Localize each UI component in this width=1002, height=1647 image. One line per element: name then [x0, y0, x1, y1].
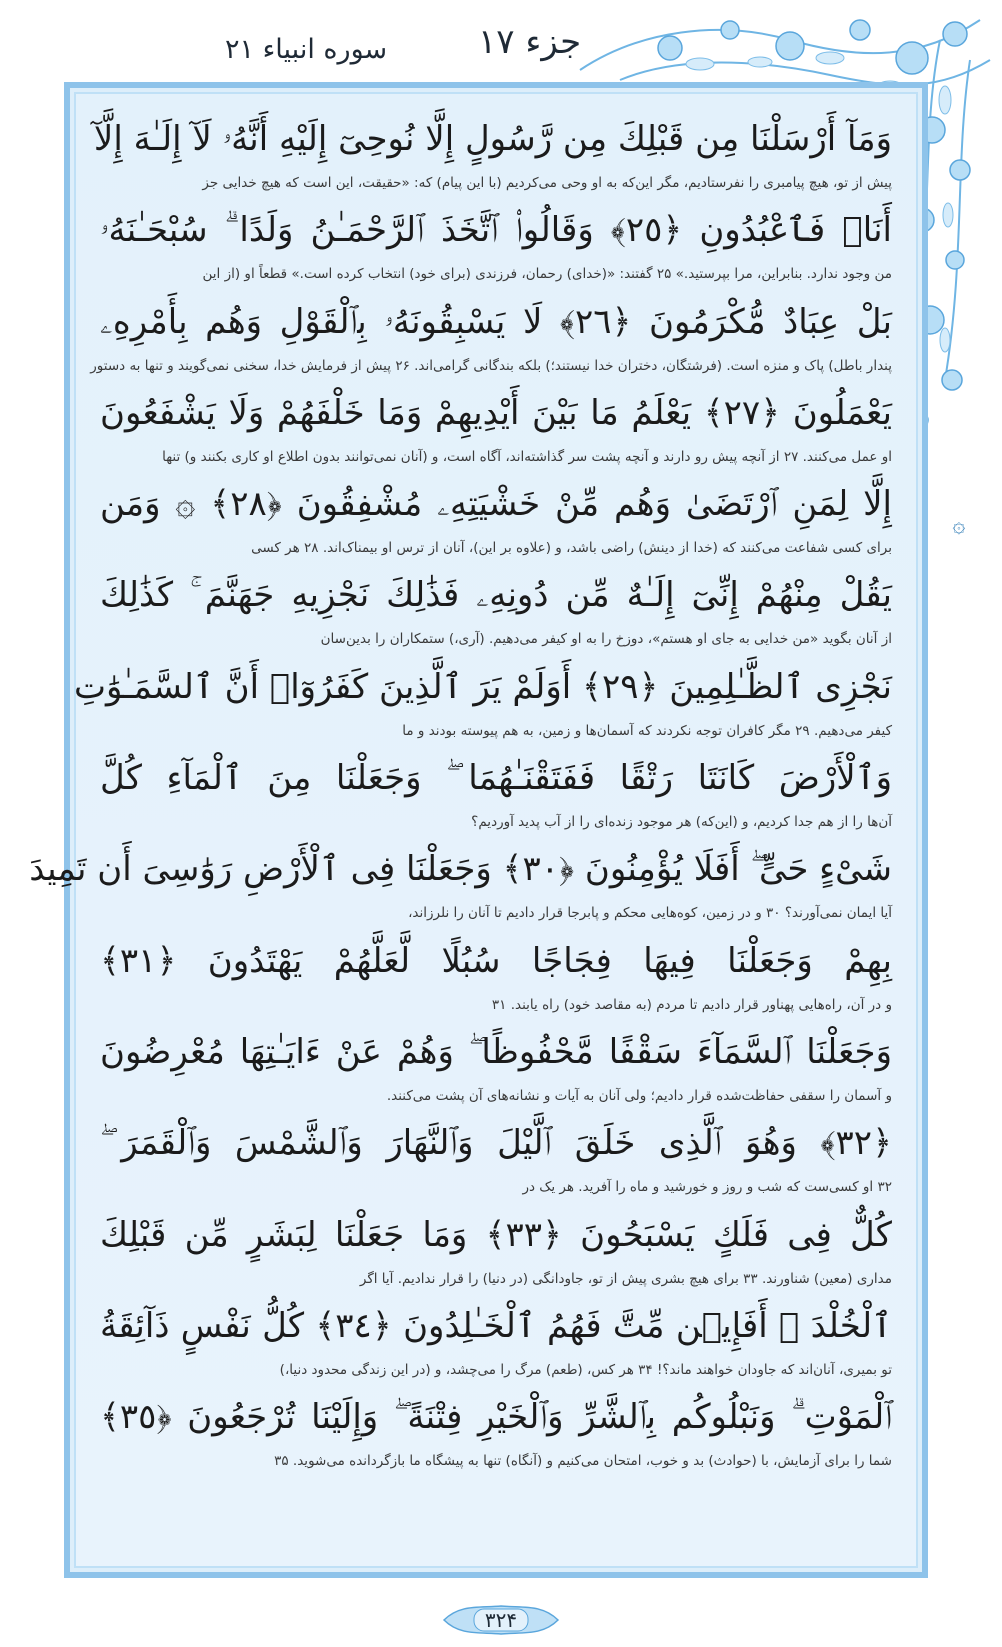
- persian-translation: آن‌ها را از هم جدا کردیم، و (این‌که) هر موجود زنده‌ای را از آب پدید آوردیم؟: [471, 814, 892, 831]
- arabic-text: إِلَّا لِمَنِ ٱرْتَضَىٰ وَهُم مِّنْ خَشْيَتِهِۦ مُشْفِقُونَ ﴿٢٨﴾ ۞ وَمَن: [100, 484, 892, 525]
- verse-line: [93, 108, 892, 199]
- verse-line: [29, 838, 892, 929]
- arabic-text: وَجَعَلْنَا ٱلسَّمَآءَ سَقْفًا مَّحْفُوظًا ۖ وَهُمْ عَنْ ءَايَـٰتِهَا مُعْرِضُونَ: [100, 1031, 892, 1072]
- arabic-text: ﴿٣٢﴾ وَهُوَ ٱلَّذِى خَلَقَ ٱلَّيْلَ وَٱلنَّهَارَ وَٱلشَّمْسَ وَٱلْقَمَرَ ۖ: [100, 1123, 892, 1164]
- arabic-text: ٱلْخُلْدَ ۖ أَفَإِي۟ن مِّتَّ فَهُمُ ٱلْخَـٰلِدُونَ ﴿٣٤﴾ كُلُّ نَفْسٍ ذَآئِقَةُ: [100, 1305, 892, 1346]
- persian-translation: آیا ایمان نمی‌آورند؟ ۳۰ و در زمین، کوه‌هایی محکم و پابرجا قرار دادیم تا آنان را نلرزاند،: [408, 905, 892, 922]
- verse-line: [100, 564, 892, 655]
- arabic-text: يَقُلْ مِنْهُمْ إِنِّىٓ إِلَـٰهٌ مِّن دُونِهِۦ فَذَٰلِكَ نَجْزِيهِ جَهَنَّمَ ۚ كَذَٰلِكَ: [100, 575, 892, 616]
- persian-translation: برای کسی شفاعت می‌کنند که (خدا از دینش) راضی باشد، و (علاوه بر این)، آنان از ترس او بیمناک‌اند. ۲۸ هر کسی: [251, 540, 892, 557]
- persian-translation: کیفر می‌دهیم. ۲۹ مگر کافران توجه نکردند که آسمان‌ها و زمین، به هم پیوسته بودند و ما: [402, 722, 892, 739]
- arabic-text: وَٱلْأَرْضَ كَانَتَا رَتْقًا فَفَتَقْنَـٰهُمَا ۖ وَجَعَلْنَا مِنَ ٱلْمَآءِ كُلَّ: [100, 758, 892, 799]
- persian-translation: پیش از تو، هیچ پیامبری را نفرستادیم، مگر این‌که به او وحی می‌کردیم (با این پیام) که: «حقیقت، این است که هیچ خدایی جز: [202, 175, 892, 191]
- arabic-text: نَجْزِى ٱلظَّـٰلِمِينَ ﴿٢٩﴾ أَوَلَمْ يَرَ ٱلَّذِينَ كَفَرُوٓا۟ أَنَّ ٱلسَّمَـٰوَٰتِ: [74, 666, 892, 707]
- persian-translation: از آنان بگوید «من خدایی به جای او هستم»، دوزخ را به او کیفر می‌دهیم. (آری،) ستمکاران را بدین‌سان: [320, 631, 892, 648]
- persian-translation: و در آن، راه‌هایی پهناور قرار دادیم تا مردم (به مقاصد خود) راه یابند. ۳۱: [491, 996, 892, 1013]
- verse-line: [90, 291, 892, 382]
- page-header: [0, 0, 1002, 80]
- arabic-text: وَمَآ أَرْسَلْنَا مِن قَبْلِكَ مِن رَّسُولٍ إِلَّا نُوحِىٓ إِلَيْهِ أَنَّهُۥ لَآ إِلَـٰهَ إِلَّآ: [93, 119, 892, 159]
- juz-label: جزء ۱۷: [478, 22, 582, 62]
- verse-line: [100, 1295, 892, 1386]
- arabic-text: كُلٌّ فِى فَلَكٍ يَسْبَحُونَ ﴿٣٣﴾ وَمَا جَعَلْنَا لِبَشَرٍ مِّن قَبْلِكَ: [100, 1214, 892, 1255]
- persian-translation: و آسمان را سقفی حفاظت‌شده قرار دادیم؛ ولی آنان به آیات و نشانه‌های آن پشت می‌کنند.: [386, 1087, 892, 1104]
- persian-translation: مداری (معین) شناورند. ۳۳ برای هیچ بشری پیش از تو، جاودانگی (در دنیا) را قرار ندادیم. آیا اگر: [359, 1270, 892, 1287]
- verse-line: [100, 382, 892, 473]
- verse-line: [100, 1112, 892, 1203]
- persian-translation: من وجود ندارد. بنابراین، مرا بپرستید.» ۲۵ گفتند: «(خدای) رحمان، فرزندی (برای خود) انتخاب کرده است.» قطعاً او (از این: [202, 266, 892, 283]
- persian-translation: تو بمیری، آنان‌اند که جاودان خواهند ماند؟! ۳۴ هر کس، (طعم) مرگ را می‌چشد، و (در این زندگی محدود دنیا،): [279, 1361, 892, 1378]
- verse-lines: [29, 108, 893, 1477]
- hizb-marker-icon: ۞: [952, 513, 966, 538]
- persian-translation: او عمل می‌کنند. ۲۷ از آنچه پیش رو دارند و آنچه پشت سر گذاشته‌اند، آگاه است، و (آنان نمی‌توانند بدون اطلاع او کاری بکنند و) تنها: [162, 448, 892, 465]
- verse-line: [100, 747, 892, 838]
- verse-line: [100, 473, 892, 564]
- page-number: ۳۲۴: [484, 1608, 518, 1632]
- arabic-text: بِهِمْ وَجَعَلْنَا فِيهَا فِجَاجًا سُبُلًا لَّعَلَّهُمْ يَهْتَدُونَ ﴿٣١﴾: [100, 940, 892, 981]
- surah-label: سوره انبیاء ۲۱: [225, 34, 388, 65]
- verse-line: [74, 656, 892, 747]
- verse-line: [100, 1021, 892, 1112]
- persian-translation: شما را برای آزمایش، با (حوادث) بد و خوب، امتحان می‌کنیم و (آنگاه) تنها به پیشگاه ما بازگردانده می‌شوید. ۳۵: [274, 1453, 892, 1470]
- verse-line: [100, 930, 892, 1021]
- verse-line: [100, 1386, 892, 1477]
- arabic-text: أَنَا۠ فَٱعْبُدُونِ ﴿٢٥﴾ وَقَالُوا۟ ٱتَّخَذَ ٱلرَّحْمَـٰنُ وَلَدًا ۗ سُبْحَـٰنَهُۥ: [100, 210, 892, 251]
- arabic-text: بَلْ عِبَادٌ مُّكْرَمُونَ ﴿٢٦﴾ لَا يَسْبِقُونَهُۥ بِٱلْقَوْلِ وَهُم بِأَمْرِهِۦ: [100, 301, 892, 342]
- verse-line: [100, 199, 892, 290]
- verse-line: [100, 1204, 892, 1295]
- arabic-text: شَىْءٍ حَىٍّ ۖ أَفَلَا يُؤْمِنُونَ ﴿٣٠﴾ وَجَعَلْنَا فِى ٱلْأَرْضِ رَوَٰسِىَ أَن تَمِيدَ: [29, 849, 892, 890]
- persian-translation: پندار باطل) پاک و منزه است. (فرشتگان، دختران خدا نیستند؛) بلکه بندگانی گرامی‌اند. ۲۶ پیش از فرمایش خدا، سخنی نمی‌گویند و تنها به دستور: [90, 357, 892, 374]
- persian-translation: ۳۲ او کسی‌ست که شب و روز و خورشید و ماه را آفرید. هر یک در: [522, 1179, 892, 1196]
- arabic-text: ٱلْمَوْتِ ۗ وَنَبْلُوكُم بِٱلشَّرِّ وَٱلْخَيْرِ فِتْنَةً ۖ وَإِلَيْنَا تُرْجَعُونَ ﴿٣٥﴾: [100, 1397, 892, 1438]
- arabic-text: يَعْمَلُونَ ﴿٢٧﴾ يَعْلَمُ مَا بَيْنَ أَيْدِيهِمْ وَمَا خَلْفَهُمْ وَلَا يَشْفَعُونَ: [100, 392, 893, 433]
